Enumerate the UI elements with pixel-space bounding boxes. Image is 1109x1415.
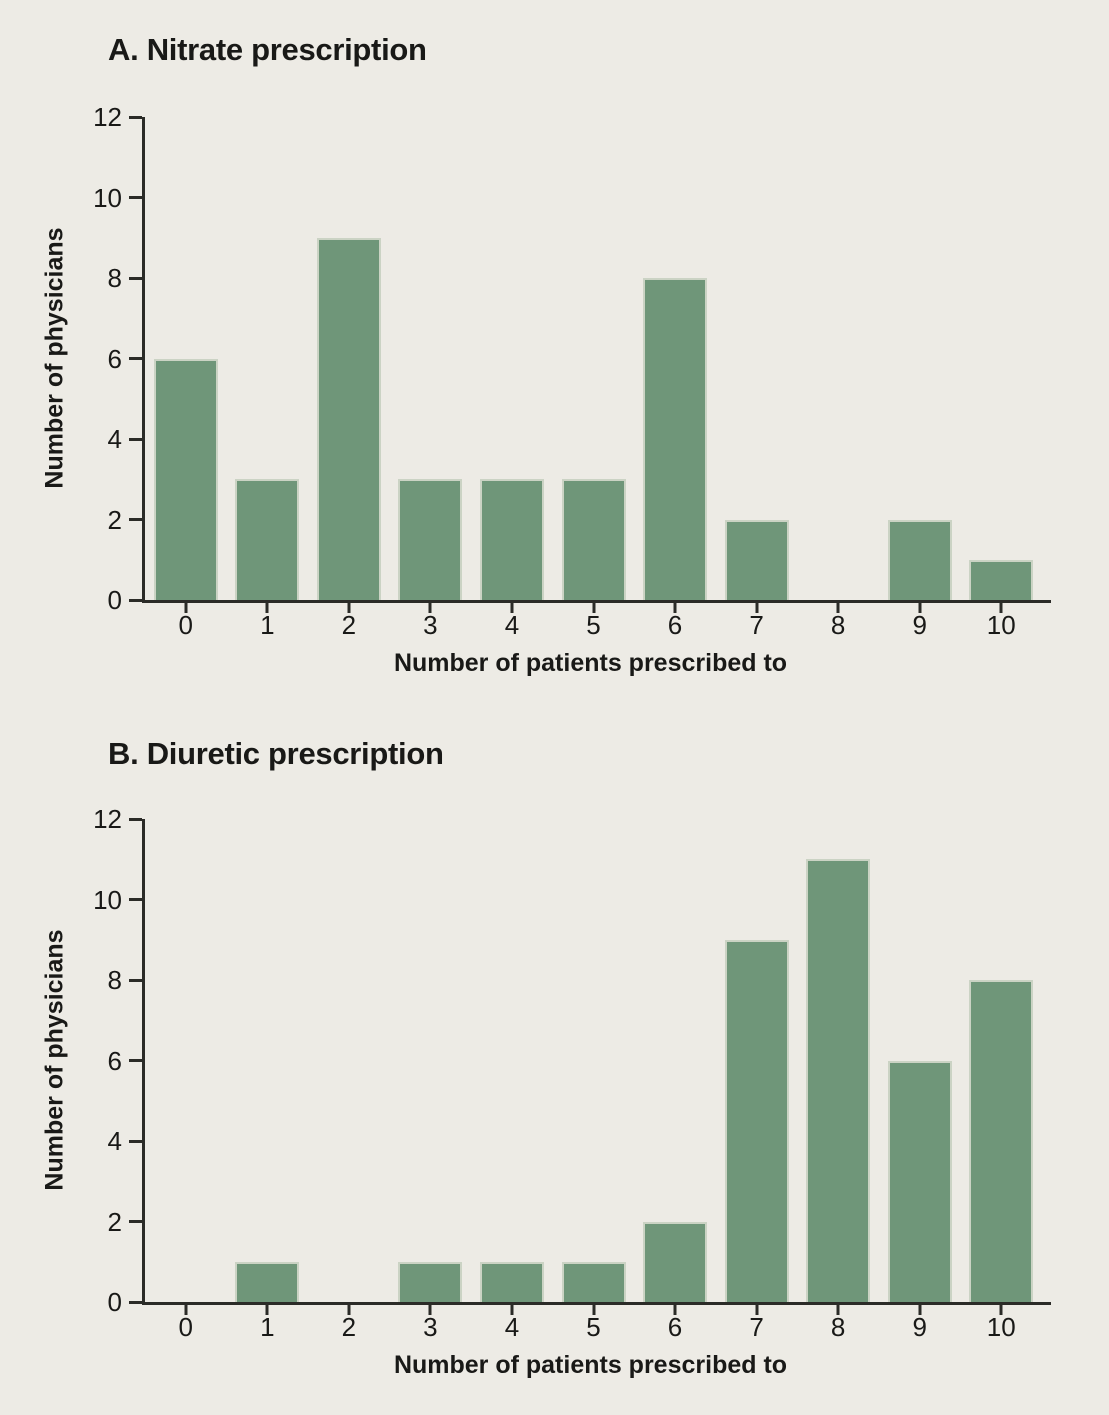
panel-b-y-axis-label: Number of physicians — [40, 929, 69, 1191]
y-axis-tick-0 — [129, 1301, 142, 1304]
x-axis-tick-label-0: 0 — [178, 1312, 193, 1342]
y-axis-tick-10 — [129, 898, 142, 901]
bar-panel-a-x9 — [888, 520, 952, 601]
y-axis-tick-label-12: 12 — [93, 804, 122, 834]
y-axis-tick-10 — [129, 196, 142, 199]
x-axis-tick-label-2: 2 — [341, 610, 357, 640]
x-axis-tick-label-3: 3 — [423, 610, 438, 640]
y-axis-tick-2 — [129, 1220, 142, 1223]
bar-panel-a-x2 — [317, 238, 381, 600]
bar-panel-b-x4 — [480, 1262, 544, 1302]
y-axis-tick-label-6: 6 — [107, 1045, 122, 1076]
x-axis-tick-label-1: 1 — [260, 1312, 275, 1342]
y-axis-tick-4 — [129, 1140, 142, 1143]
bar-panel-a-x0 — [154, 359, 218, 601]
x-axis-tick-label-8: 8 — [830, 1312, 846, 1342]
y-axis-tick-8 — [129, 979, 142, 982]
x-axis-tick-label-1: 1 — [260, 610, 275, 640]
y-axis-tick-label-8: 8 — [107, 263, 122, 294]
y-axis-tick-label-0: 0 — [107, 585, 122, 615]
x-axis-tick-label-10: 10 — [986, 610, 1016, 640]
y-axis-tick-12 — [129, 116, 142, 119]
y-axis-tick-2 — [129, 518, 142, 521]
y-axis-tick-6 — [129, 1059, 142, 1062]
x-axis-tick-label-4: 4 — [504, 610, 520, 640]
y-axis-tick-0 — [129, 599, 142, 602]
x-axis-tick-label-4: 4 — [504, 1312, 520, 1342]
y-axis-tick-label-2: 2 — [107, 1206, 122, 1237]
bar-panel-b-x3 — [398, 1262, 462, 1302]
x-axis-tick-label-7: 7 — [749, 610, 764, 640]
bar-panel-b-x5 — [562, 1262, 626, 1302]
x-axis-tick-label-8: 8 — [830, 610, 846, 640]
panel-b-x-axis-label: Number of patients prescribed to — [393, 1351, 788, 1379]
x-axis-tick-label-10: 10 — [986, 1312, 1016, 1342]
bar-panel-b-x1 — [235, 1262, 299, 1302]
y-axis-tick-12 — [129, 818, 142, 821]
x-axis-tick-label-3: 3 — [423, 1312, 438, 1342]
x-axis-tick-label-9: 9 — [912, 1312, 927, 1342]
y-axis-tick-label-12: 12 — [93, 102, 122, 132]
bar-panel-a-x10 — [969, 560, 1033, 600]
y-axis-tick-label-4: 4 — [107, 424, 122, 455]
x-axis-tick-label-7: 7 — [749, 1312, 764, 1342]
y-axis-tick-label-4: 4 — [107, 1126, 122, 1157]
y-axis-tick-label-10: 10 — [93, 182, 122, 213]
panel-a-plot-area — [93, 102, 1042, 640]
bar-panel-a-x1 — [235, 479, 299, 600]
panel-a-y-axis-label: Number of physicians — [40, 227, 69, 489]
x-axis-tick-label-5: 5 — [586, 1312, 601, 1342]
bar-panel-a-x6 — [643, 278, 707, 600]
bar-panel-b-x8 — [806, 859, 870, 1302]
y-axis-tick-8 — [129, 277, 142, 280]
y-axis-tick-4 — [129, 438, 142, 441]
bar-panel-b-x6 — [643, 1222, 707, 1303]
bar-panel-b-x7 — [725, 940, 789, 1302]
bar-panel-b-x10 — [969, 980, 1033, 1302]
y-axis-tick-label-2: 2 — [107, 504, 122, 535]
y-axis-tick-label-8: 8 — [107, 965, 122, 996]
y-axis-tick-label-6: 6 — [107, 343, 122, 374]
x-axis-tick-label-9: 9 — [912, 610, 927, 640]
bar-panel-a-x5 — [562, 479, 626, 600]
y-axis-tick-label-0: 0 — [107, 1287, 122, 1317]
bar-panel-b-x9 — [888, 1061, 952, 1303]
x-axis-tick-label-2: 2 — [341, 1312, 357, 1342]
bar-panel-a-x3 — [398, 479, 462, 600]
bar-panel-a-x4 — [480, 479, 544, 600]
bar-panel-a-x7 — [725, 520, 789, 601]
panel-b-plot-area — [93, 804, 1042, 1342]
x-axis-tick-label-0: 0 — [178, 610, 193, 640]
panel-a-title: A. Nitrate prescription — [108, 32, 427, 67]
x-axis-tick-label-5: 5 — [586, 610, 601, 640]
x-axis-tick-label-6: 6 — [667, 610, 683, 640]
panel-b-title: B. Diuretic prescription — [108, 736, 444, 771]
y-axis-tick-6 — [129, 357, 142, 360]
x-axis-tick-label-6: 6 — [667, 1312, 683, 1342]
panel-a-x-axis-label: Number of patients prescribed to — [393, 649, 788, 677]
y-axis-tick-label-10: 10 — [93, 884, 122, 915]
